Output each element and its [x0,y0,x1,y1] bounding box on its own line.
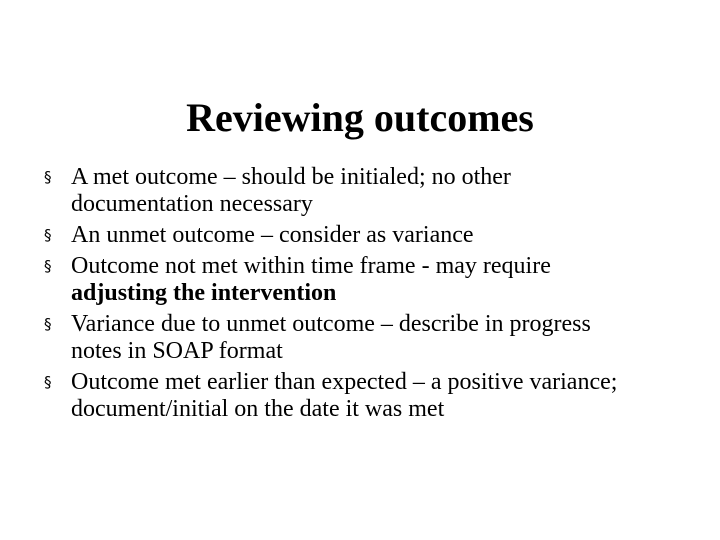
bullet-icon: § [44,257,52,275]
bullet-text: A met outcome – should be initialed; no other documentation necessary [71,164,511,217]
slide-title: Reviewing outcomes [186,95,534,140]
bullet-icon: § [44,226,52,244]
bullet-text: Outcome not met within time frame - may require [71,253,551,279]
bullet-item [44,311,644,365]
bullet-icon: § [44,373,52,391]
bullet-item [44,222,644,249]
bullet-item [44,369,644,423]
bullet-icon: § [44,168,52,186]
bullet-text: Outcome met earlier than expected – a positive variance; document/initial on the date it was met [71,369,618,422]
bullet-item [44,253,644,307]
bullet-bold-text: adjusting the intervention [71,280,337,306]
bullet-text: Variance due to unmet outcome – describe in progress notes in SOAP format [71,311,591,364]
bullet-icon: § [44,315,52,333]
bullet-text: An unmet outcome – consider as variance [71,222,474,248]
bullet-item [44,164,644,218]
bullet-list [44,164,644,427]
